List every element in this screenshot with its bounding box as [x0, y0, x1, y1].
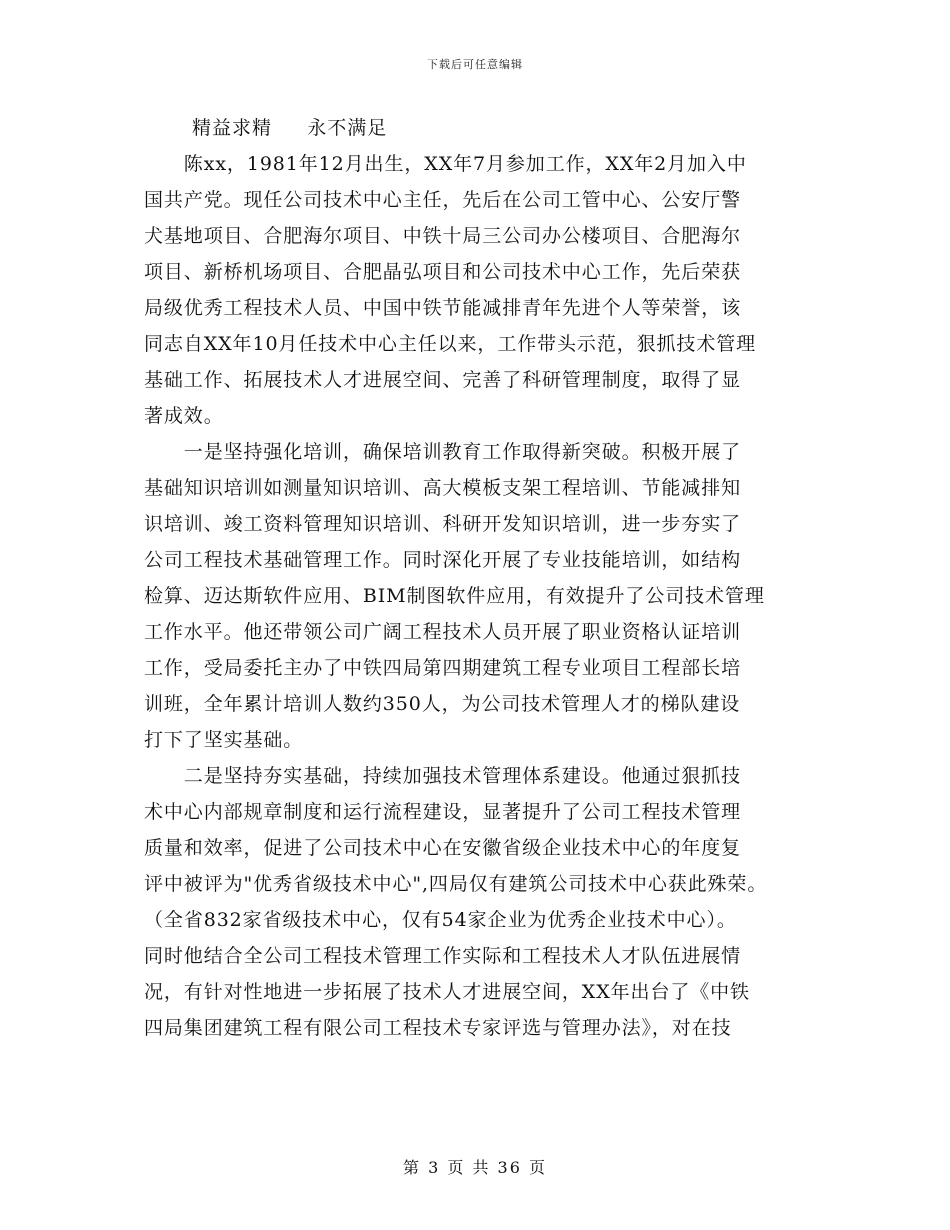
text-line: 同志自XX年10月任技术中心主任以来，工作带头示范，狠抓技术管理 — [144, 333, 757, 355]
document-title: 精益求精 永不满足 — [192, 117, 388, 139]
text-line: 评中被评为"优秀省级技术中心",四局仅有建筑公司技术中心获此殊荣。 — [144, 873, 768, 895]
text-line: 检算、迈达斯软件应用、BIM制图软件应用，有效提升了公司技术管理 — [144, 585, 765, 607]
text-line: 四局集团建筑工程有限公司工程技术专家评选与管理办法》，对在技 — [144, 1017, 732, 1039]
text-line: 基础工作、拓展技术人才进展空间、完善了科研管理制度，取得了显 — [144, 369, 742, 391]
text-line: 工作，受局委托主办了中铁四局第四期建筑工程专业项目工程部长培 — [144, 657, 742, 679]
text-line: 陈xx，1981年12月出生，XX年7月参加工作，XX年2月加入中 — [144, 153, 747, 175]
text-line: 著成效。 — [144, 405, 224, 427]
text-line: 犬基地项目、合肥海尔项目、中铁十局三公司办公楼项目、合肥海尔 — [144, 225, 742, 247]
page-number-footer: 第 3 页 共 36 页 — [403, 1158, 547, 1177]
text-line: 二是坚持夯实基础，持续加强技术管理体系建设。他通过狠抓技 — [144, 765, 742, 787]
document-body — [144, 110, 820, 1046]
text-line: 一是坚持强化培训，确保培训教育工作取得新突破。积极开展了 — [144, 441, 742, 463]
header-note: 下载后可任意编辑 — [427, 58, 523, 71]
text-line: 术中心内部规章制度和运行流程建设，显著提升了公司工程技术管理 — [144, 801, 742, 823]
text-line: 局级优秀工程技术人员、中国中铁节能减排青年先进个人等荣誉，该 — [144, 297, 742, 319]
paragraph-lines — [144, 146, 820, 1046]
text-line: 训班，全年累计培训人数约350人，为公司技术管理人才的梯队建设 — [144, 693, 741, 715]
text-line: 项目、新桥机场项目、合肥晶弘项目和公司技术中心工作，先后荣获 — [144, 261, 742, 283]
text-line: 基础知识培训如测量知识培训、高大模板支架工程培训、节能减排知 — [144, 477, 742, 499]
text-line: （全省832家省级技术中心，仅有54家企业为优秀企业技术中心）。 — [144, 909, 737, 931]
text-line: 工作水平。他还带领公司广阔工程技术人员开展了职业资格认证培训 — [144, 621, 742, 643]
text-line: 识培训、竣工资料管理知识培训、科研开发知识培训，进一步夯实了 — [144, 513, 742, 535]
text-line: 同时他结合全公司工程技术管理工作实际和工程技术人才队伍进展情 — [144, 945, 742, 967]
text-line: 公司工程技术基础管理工作。同时深化开展了专业技能培训，如结构 — [144, 549, 742, 571]
text-line: 国共产党。现任公司技术中心主任，先后在公司工管中心、公安厅警 — [144, 189, 742, 211]
text-line: 质量和效率，促进了公司技术中心在安徽省级企业技术中心的年度复 — [144, 837, 742, 859]
text-line: 况，有针对性地进一步拓展了技术人才进展空间，XX年出台了《中铁 — [144, 981, 750, 1003]
text-line: 打下了坚实基础。 — [144, 729, 304, 751]
